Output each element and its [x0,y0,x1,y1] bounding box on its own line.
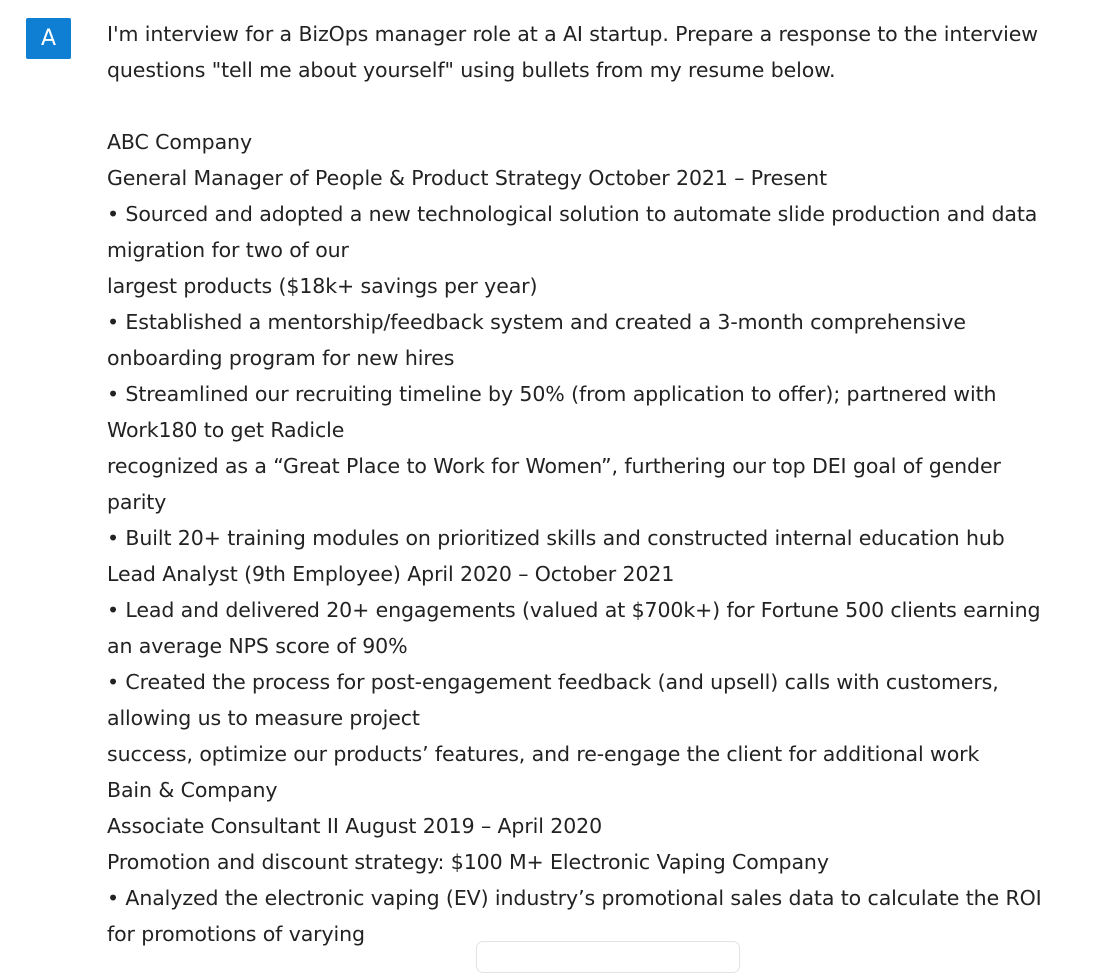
paragraph-gap [107,88,1087,124]
resume-line: General Manager of People & Product Strategy October 2021 – Present [107,166,828,190]
resume-line: success, optimize our products’ features, and re-engage the client for additional work [107,742,980,766]
resume-line: an average NPS score of 90% [107,634,408,658]
prompt-line: questions "tell me about yourself" using bullets from my resume below. [107,58,836,82]
resume-line: Lead Analyst (9th Employee) April 2020 – October 2021 [107,562,675,586]
resume-line: • Sourced and adopted a new technological solution to automate slide production and data [107,202,1038,226]
resume-line: • Created the process for post-engagement feedback (and upsell) calls with customers, [107,670,999,694]
resume-line: • Streamlined our recruiting timeline by 50% (from application to offer); partnered with [107,382,997,406]
resume-line: Bain & Company [107,778,278,802]
user-message [107,16,1087,952]
resume-line: allowing us to measure project [107,706,420,730]
user-avatar [26,18,71,59]
resume-line: • Lead and delivered 20+ engagements (valued at $700k+) for Fortune 500 clients earning [107,598,1041,622]
resume-line: migration for two of our [107,238,349,262]
resume-line: largest products ($18k+ savings per year) [107,274,538,298]
resume-line: • Analyzed the electronic vaping (EV) industry’s promotional sales data to calculate the ROI [107,886,1042,910]
resume-line: • Built 20+ training modules on prioritized skills and constructed internal education hub [107,526,1005,550]
resume-line: Associate Consultant II August 2019 – April 2020 [107,814,603,838]
resume-line: onboarding program for new hires [107,346,455,370]
avatar-letter: A [40,26,57,51]
prompt-line: I'm interview for a BizOps manager role at a AI startup. Prepare a response to the interview [107,22,1038,46]
resume-line: for promotions of varying [107,922,365,946]
resume-line: ABC Company [107,130,252,154]
resume-line: parity [107,490,167,514]
floating-action-button[interactable] [476,941,740,973]
resume-line: • Established a mentorship/feedback system and created a 3-month comprehensive [107,310,966,334]
resume-line: Work180 to get Radicle [107,418,345,442]
resume-line: recognized as a “Great Place to Work for Women”, furthering our top DEI goal of gender [107,454,1001,478]
resume-line: Promotion and discount strategy: $100 M+ Electronic Vaping Company [107,850,829,874]
